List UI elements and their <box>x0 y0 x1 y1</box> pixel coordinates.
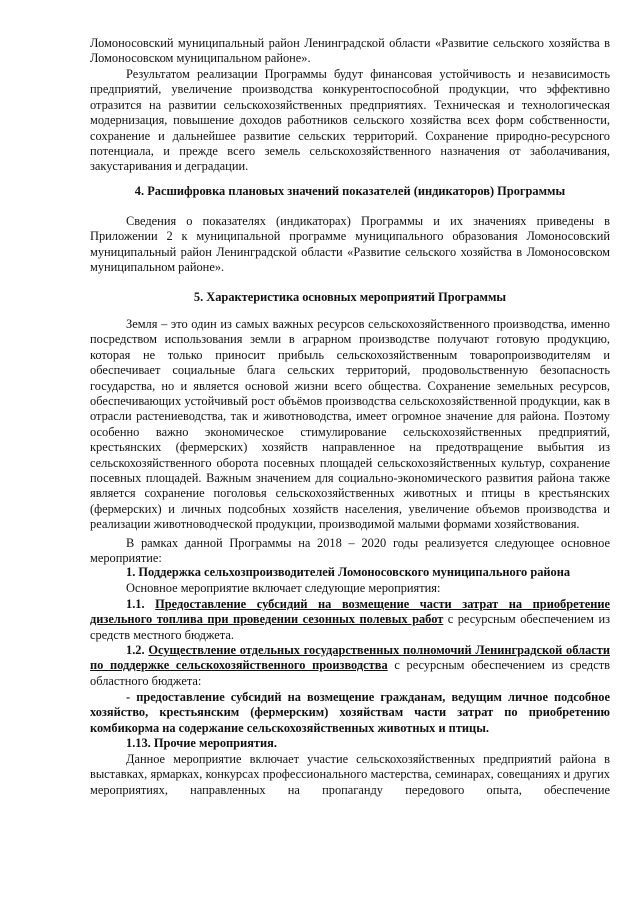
item-1-1-number: 1.1. <box>126 597 145 611</box>
item-1-13: 1.13. Прочие мероприятия. <box>126 736 277 750</box>
item-1-2-subitem: - предоставление субсидий на возмещение гражданам, ведущим личное подсобное хозяйство, крестьянским (фермерским) хозяйствам части затрат по приобретению комбикорма на содержание сельскохозяйственных животных и птицы. <box>90 690 610 735</box>
item-1-2-number: 1.2. <box>126 643 145 657</box>
section-4-heading: 4. Расшифровка плановых значений показателей (индикаторов) Программы <box>134 184 566 198</box>
land-paragraph: Земля – это один из самых важных ресурсов сельскохозяйственного производства, именно посредством использования земли в аграрном производстве получают готовую продукцию, которая не только приносит прибыль сельскохозяйственным товаропроизводителям и обеспечивает социальные блага сельских территорий, продовольственную безопасность государства, но и является основой жизни всего общества. Сохранение земельных ресурсов, обеспечивающих устойчивый рост объёмов производства сельскохозяйственной продукции, как в отрасли растениеводства, так и животноводства, имеет огромное значение для района. Поэтому особенно важно экономическое стимулирование сельскохозяйственных предприятий, крестьянских (фермерских) хозяйств направленное на предотвращение выбытия из сельскохозяйственного оборота посевных площадей сельскохозяйственных культур, сохранение посевных площадей. Важным значением для социально-экономического развития района также является сохранение поголовья сельскохозяйственных животных и птицы в крестьянских (фермерских) и личных подсобных хозяйств населения, увеличение объемов производства и реализации животноводческой продукции, производимой малыми формами хозяйствования. <box>90 317 610 532</box>
intro-paragraph: Ломоносовский муниципальный район Ленинградской области «Развитие сельского хозяйства в Ломоносовском муниципальном районе». <box>90 36 610 66</box>
framework-paragraph: В рамках данной Программы на 2018 – 2020 годы реализуется следующее основное мероприятие: <box>90 536 610 566</box>
main-event-includes: Основное мероприятие включает следующие мероприятия: <box>126 581 441 595</box>
item-1-1-rest: с ресурсным обеспечением из средств местного бюджета. <box>90 612 610 642</box>
main-event-title: 1. Поддержка сельхозпроизводителей Ломоносовского муниципального района <box>126 565 571 579</box>
results-paragraph: Результатом реализации Программы будут финансовая устойчивость и независимость предприятий, увеличение производства конкурентоспособной продукции, что эффективно отразится на развитии сельскохозяйственных предприятиях. Техническая и технологическая модернизация, повышение доходов работников сельского хозяйства всех форм собственности, сохранение и дальнейшее развитие сельских территорий. Сохранение природно-ресурсного потенциала, и прежде всего земель сельскохозяйственного назначения от заболачивания, закустаривания и деградации. <box>90 67 610 174</box>
item-1-2-bold-text: Осуществление отдельных государственных полномочий Ленинградской области по поддержке сельскохозяйственного производства <box>90 643 610 673</box>
final-paragraph: Данное мероприятие включает участие сельскохозяйственных предприятий района в выставках, ярмарках, конкурсах профессионального мастерства, семинарах, совещаниях и других мероприятиях, направленных на пропаганду передового опыта, обеспечение <box>90 752 610 797</box>
item-1-1-bold-text: Предоставление субсидий на возмещение части затрат на приобретение дизельного топлива при проведении сезонных полевых работ <box>90 597 610 627</box>
item-1-2 <box>90 643 610 689</box>
item-1-1 <box>90 597 610 643</box>
section-4-paragraph: Сведения о показателях (индикаторах) Программы и их значениях приведены в Приложении 2 к муниципальной программе муниципального образования Ломоносовский муниципальный район Ленинградской области «Развитие сельского хозяйства в Ломоносовском муниципальном районе». <box>90 214 610 275</box>
item-1-2-rest: с ресурсным обеспечением из средств областного бюджета: <box>90 658 610 688</box>
section-5-heading: 5. Характеристика основных мероприятий Программы <box>193 290 507 304</box>
